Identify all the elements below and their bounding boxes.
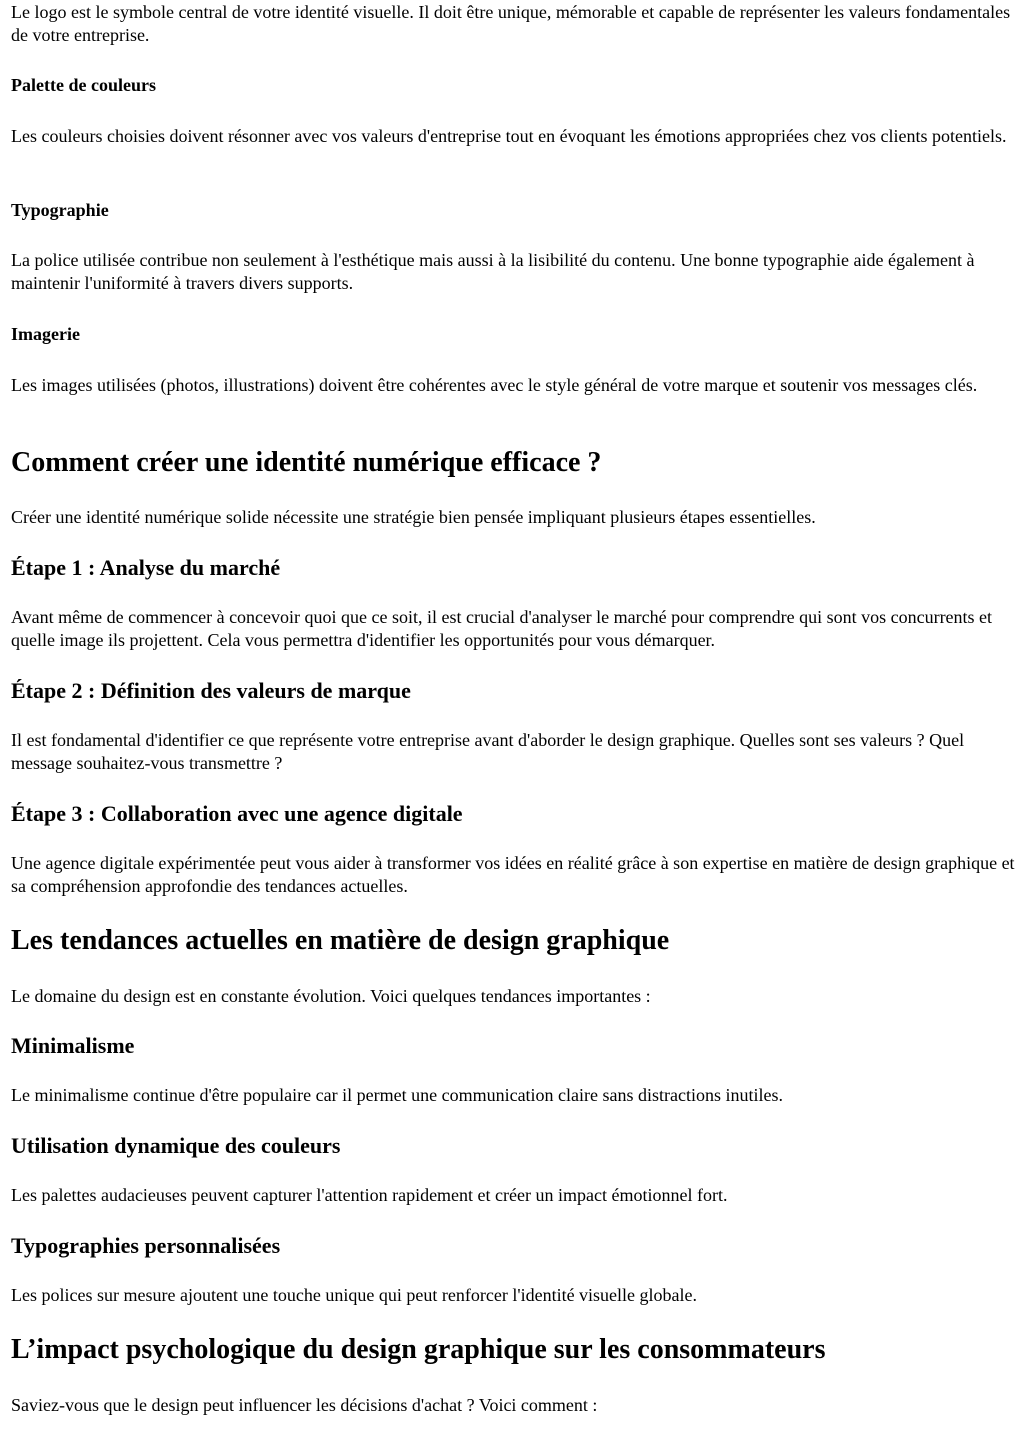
- paragraph-identite-numerique: Créer une identité numérique solide nécessite une stratégie bien pensée impliquant plusieurs étapes essentielles.: [11, 507, 816, 527]
- heading-typographies-personnalisees: Typographies personnalisées: [11, 1233, 281, 1258]
- paragraph-tendances: Le domaine du design est en constante évolution. Voici quelques tendances importantes :: [11, 986, 651, 1006]
- paragraph-couleurs-dynamiques: Les palettes audacieuses peuvent capturer l'attention rapidement et créer un impact émotionnel fort.: [11, 1185, 728, 1205]
- heading-impact-psychologique: L’impact psychologique du design graphique sur les consommateurs: [11, 1334, 826, 1365]
- paragraph-impact-psychologique: Saviez-vous que le design peut influencer les décisions d'achat ? Voici comment :: [11, 1395, 598, 1415]
- paragraph-typographies-personnalisees: Les polices sur mesure ajoutent une touche unique qui peut renforcer l'identité visuelle globale.: [11, 1285, 698, 1305]
- heading-etape-2: Étape 2 : Définition des valeurs de marque: [11, 678, 411, 703]
- paragraph-imagerie: Les images utilisées (photos, illustrations) doivent être cohérentes avec le style général de votre marque et soutenir vos messages clés.: [11, 375, 978, 395]
- heading-identite-numerique: Comment créer une identité numérique efficace ?: [11, 447, 602, 478]
- paragraph-etape-3: Une agence digitale expérimentée peut vous aider à transformer vos idées en réalité grâce à son expertise en matière de design graphique et sa compréhension approfondie des tendances actuelles.: [11, 853, 1015, 896]
- heading-minimalisme: Minimalisme: [11, 1033, 135, 1058]
- heading-imagerie: Imagerie: [11, 324, 80, 344]
- heading-couleurs-dynamiques: Utilisation dynamique des couleurs: [11, 1133, 341, 1158]
- paragraph-etape-1: Avant même de commencer à concevoir quoi que ce soit, il est crucial d'analyser le marché pour comprendre qui sont vos concurrents et quelle image ils projettent. Cela vous permettra d'identifier les opportunités pour vous démarquer.: [11, 607, 993, 650]
- paragraph-typographie: La police utilisée contribue non seulement à l'esthétique mais aussi à la lisibilité du contenu. Une bonne typographie aide également à maintenir l'uniformité à travers divers supports.: [11, 250, 975, 293]
- paragraph-etape-2: Il est fondamental d'identifier ce que représente votre entreprise avant d'aborder le design graphique. Quelles sont ses valeurs ? Quel message souhaitez-vous transmettre ?: [11, 730, 965, 773]
- paragraph-minimalisme: Le minimalisme continue d'être populaire car il permet une communication claire sans distractions inutiles.: [11, 1085, 784, 1105]
- heading-etape-3: Étape 3 : Collaboration avec une agence digitale: [11, 801, 463, 826]
- heading-etape-1: Étape 1 : Analyse du marché: [11, 555, 281, 580]
- paragraph-logo: Le logo est le symbole central de votre identité visuelle. Il doit être unique, mémorable et capable de représenter les valeurs fondamentales de votre entreprise.: [11, 2, 1011, 45]
- heading-palette-de-couleurs: Palette de couleurs: [11, 75, 156, 95]
- paragraph-couleurs: Les couleurs choisies doivent résonner avec vos valeurs d'entreprise tout en évoquant les émotions appropriées chez vos clients potentiels.: [11, 126, 1007, 146]
- heading-tendances: Les tendances actuelles en matière de design graphique: [11, 925, 670, 956]
- heading-typographie: Typographie: [11, 200, 109, 220]
